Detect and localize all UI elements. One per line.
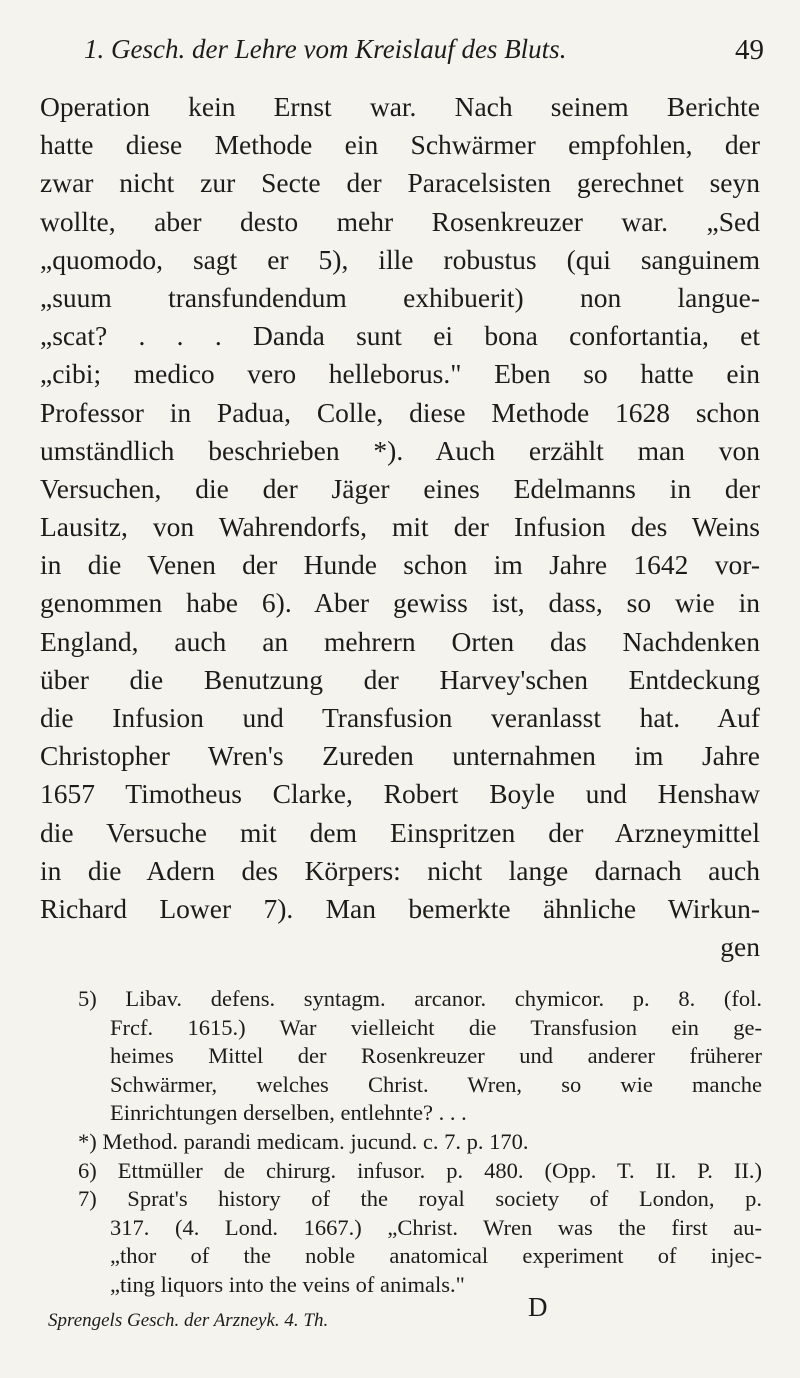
body-line: Lausitz, von Wahrendorfs, mit der Infusion des Weins (40, 511, 760, 543)
body-line: „scat? . . . Danda sunt ei bona confortantia, et (40, 320, 760, 352)
footnote-line: *) Method. parandi medicam. jucund. c. 7. p. 170. (78, 1128, 529, 1154)
footnote-line: 5) Libav. defens. syntagm. arcanor. chymicor. p. 8. (fol. (78, 986, 762, 1011)
footnote-line: 7) Sprat's history of the royal society of London, p. (78, 1186, 762, 1212)
body-line: „quomodo, sagt er 5), ille robustus (qui sanguinem (40, 243, 760, 275)
catchword: gen (720, 931, 760, 963)
running-title: 1. Gesch. der Lehre vom Kreislauf des Bluts. (84, 34, 567, 64)
footnote-line: „thor of the noble anatomical experiment of injec- (110, 1243, 762, 1269)
body-line: über die Benutzung der Harvey'schen Entdeckung (40, 663, 760, 695)
body-line: 1657 Timotheus Clarke, Robert Boyle und Henshaw (40, 778, 760, 810)
body-line: Richard Lower 7). Man bemerkte ähnliche Wirkun- (40, 892, 760, 924)
page-footer (48, 1290, 768, 1350)
body-line: Christopher Wren's Zureden unternahmen im Jahre (40, 740, 760, 772)
body-line: hatte diese Methode ein Schwärmer empfohlen, der (40, 129, 760, 161)
body-line: zwar nicht zur Secte der Paracelsisten gerechnet seyn (40, 167, 760, 199)
footnote-line: Frcf. 1615.) War vielleicht die Transfusion ein ge- (110, 1014, 762, 1040)
body-line: in die Venen der Hunde schon im Jahre 1642 vor- (40, 549, 760, 581)
body-line: in die Adern des Körpers: nicht lange darnach auch (40, 854, 760, 886)
footnote-line: Schwärmer, welches Christ. Wren, so wie manche (110, 1071, 762, 1097)
footnote-line: Einrichtungen derselben, entlehnte? . . . (110, 1100, 467, 1126)
page-number: 49 (735, 34, 764, 66)
body-line: Versuchen, die der Jäger eines Edelmanns in der (40, 472, 760, 504)
footnote-line: „ting liquors into the veins of animals." (110, 1271, 465, 1297)
footnote-line: 6) Ettmüller de chirurg. infusor. p. 480. (Opp. T. II. P. II.) (78, 1157, 762, 1183)
body-line: umständlich beschrieben *). Auch erzählt man von (40, 434, 760, 466)
body-line: „suum transfundendum exhibuerit) non langue- (40, 281, 760, 313)
body-line: „cibi; medico vero helleborus." Eben so hatte ein (40, 358, 760, 390)
footnote-line: 317. (4. Lond. 1667.) „Christ. Wren was the first au- (110, 1214, 762, 1240)
footnote-line: heimes Mittel der Rosenkreuzer und anderer früherer (110, 1043, 762, 1069)
body-line: Operation kein Ernst war. Nach seinem Berichte (40, 91, 760, 122)
footnotes (78, 985, 762, 1300)
body-line: die Versuche mit dem Einspritzen der Arzneymittel (40, 816, 760, 848)
body-text (40, 88, 760, 966)
signature-mark: D (528, 1292, 548, 1322)
printer-signature: Sprengels Gesch. der Arzneyk. 4. Th. (48, 1310, 329, 1331)
body-line: England, auch an mehrern Orten das Nachdenken (40, 625, 760, 657)
page-header (84, 30, 764, 76)
body-line: Professor in Padua, Colle, diese Methode 1628 schon (40, 396, 760, 428)
body-line: die Infusion und Transfusion veranlasst hat. Auf (40, 702, 760, 733)
body-line: genommen habe 6). Aber gewiss ist, dass, so wie in (40, 587, 760, 619)
body-line: wollte, aber desto mehr Rosenkreuzer war. „Sed (40, 205, 760, 237)
